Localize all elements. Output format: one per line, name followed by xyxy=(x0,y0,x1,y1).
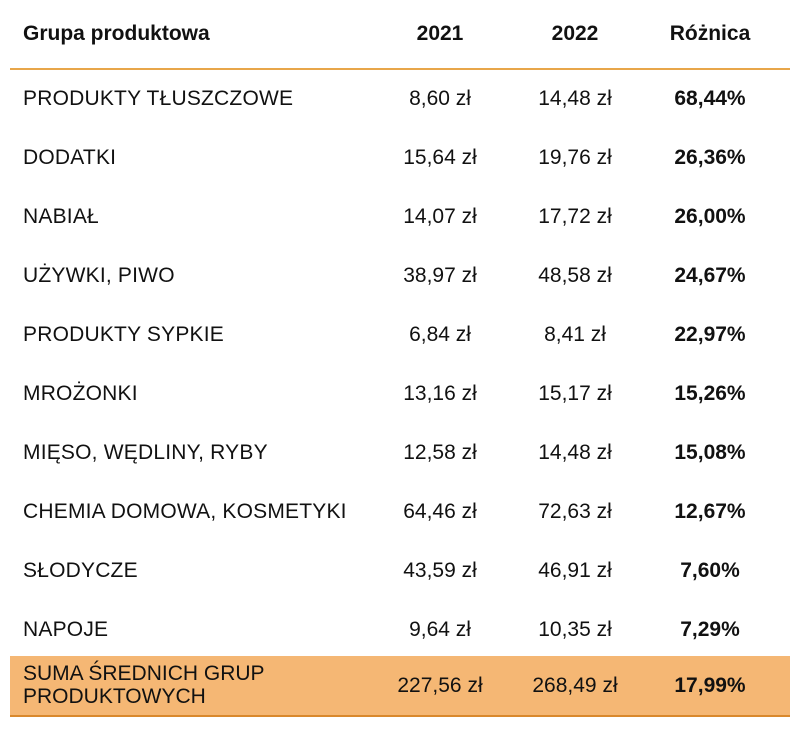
row-2021: 15,64 zł xyxy=(403,146,477,169)
table-header xyxy=(10,0,790,70)
table-row xyxy=(10,364,790,423)
table-row xyxy=(10,541,790,600)
row-group: SŁODYCZE xyxy=(23,559,138,582)
row-difference: 26,00% xyxy=(674,205,746,228)
summary-difference: 17,99% xyxy=(674,674,746,697)
row-group: PRODUKTY TŁUSZCZOWE xyxy=(23,87,294,110)
summary-row xyxy=(10,656,790,717)
row-2022: 8,41 zł xyxy=(544,323,606,346)
row-difference: 15,26% xyxy=(674,382,746,405)
summary-2021: 227,56 zł xyxy=(397,674,483,697)
row-group: NAPOJE xyxy=(23,618,109,641)
row-2021: 12,58 zł xyxy=(403,441,477,464)
row-2021: 6,84 zł xyxy=(409,323,471,346)
row-2022: 14,48 zł xyxy=(538,87,612,110)
row-2021: 13,16 zł xyxy=(403,382,477,405)
row-2022: 17,72 zł xyxy=(538,205,612,228)
row-2021: 9,64 zł xyxy=(409,618,471,641)
row-difference: 7,60% xyxy=(680,559,740,582)
row-2021: 43,59 zł xyxy=(403,559,477,582)
row-group: DODATKI xyxy=(23,146,117,169)
table-row xyxy=(10,246,790,305)
row-group: UŻYWKI, PIWO xyxy=(23,264,175,287)
row-difference: 7,29% xyxy=(680,618,740,641)
row-2021: 38,97 zł xyxy=(403,264,477,287)
row-group: CHEMIA DOMOWA, KOSMETYKI xyxy=(23,500,347,523)
row-2022: 46,91 zł xyxy=(538,559,612,582)
header-2022: 2022 xyxy=(551,22,599,45)
row-group: MIĘSO, WĘDLINY, RYBY xyxy=(23,441,268,464)
table-row xyxy=(10,423,790,482)
header-2021: 2021 xyxy=(416,22,464,45)
summary-2022: 268,49 zł xyxy=(532,674,618,697)
row-2022: 48,58 zł xyxy=(538,264,612,287)
row-group: NABIAŁ xyxy=(23,205,99,228)
row-difference: 68,44% xyxy=(674,87,746,110)
row-difference: 15,08% xyxy=(674,441,746,464)
row-2021: 8,60 zł xyxy=(409,87,471,110)
row-difference: 26,36% xyxy=(674,146,746,169)
row-group: PRODUKTY SYPKIE xyxy=(23,323,225,346)
row-2022: 72,63 zł xyxy=(538,500,612,523)
row-2022: 14,48 zł xyxy=(538,441,612,464)
table-row xyxy=(10,482,790,541)
table-row xyxy=(10,128,790,187)
row-difference: 22,97% xyxy=(674,323,746,346)
header-group: Grupa produktowa xyxy=(23,22,210,45)
row-2021: 64,46 zł xyxy=(403,500,477,523)
table-row xyxy=(10,187,790,246)
header-difference: Różnica xyxy=(669,22,751,45)
summary-group xyxy=(23,662,265,708)
row-2022: 10,35 zł xyxy=(538,618,612,641)
table-row xyxy=(10,69,790,128)
summary-group-line1: SUMA ŚREDNICH GRUP xyxy=(23,662,265,685)
row-difference: 12,67% xyxy=(674,500,746,523)
summary-group-line2: PRODUKTOWYCH xyxy=(23,685,206,708)
table-row xyxy=(10,305,790,364)
row-2021: 14,07 zł xyxy=(403,205,477,228)
row-2022: 19,76 zł xyxy=(538,146,612,169)
row-2022: 15,17 zł xyxy=(538,382,612,405)
row-difference: 24,67% xyxy=(674,264,746,287)
table-row xyxy=(10,600,790,659)
row-group: MROŻONKI xyxy=(23,382,138,405)
